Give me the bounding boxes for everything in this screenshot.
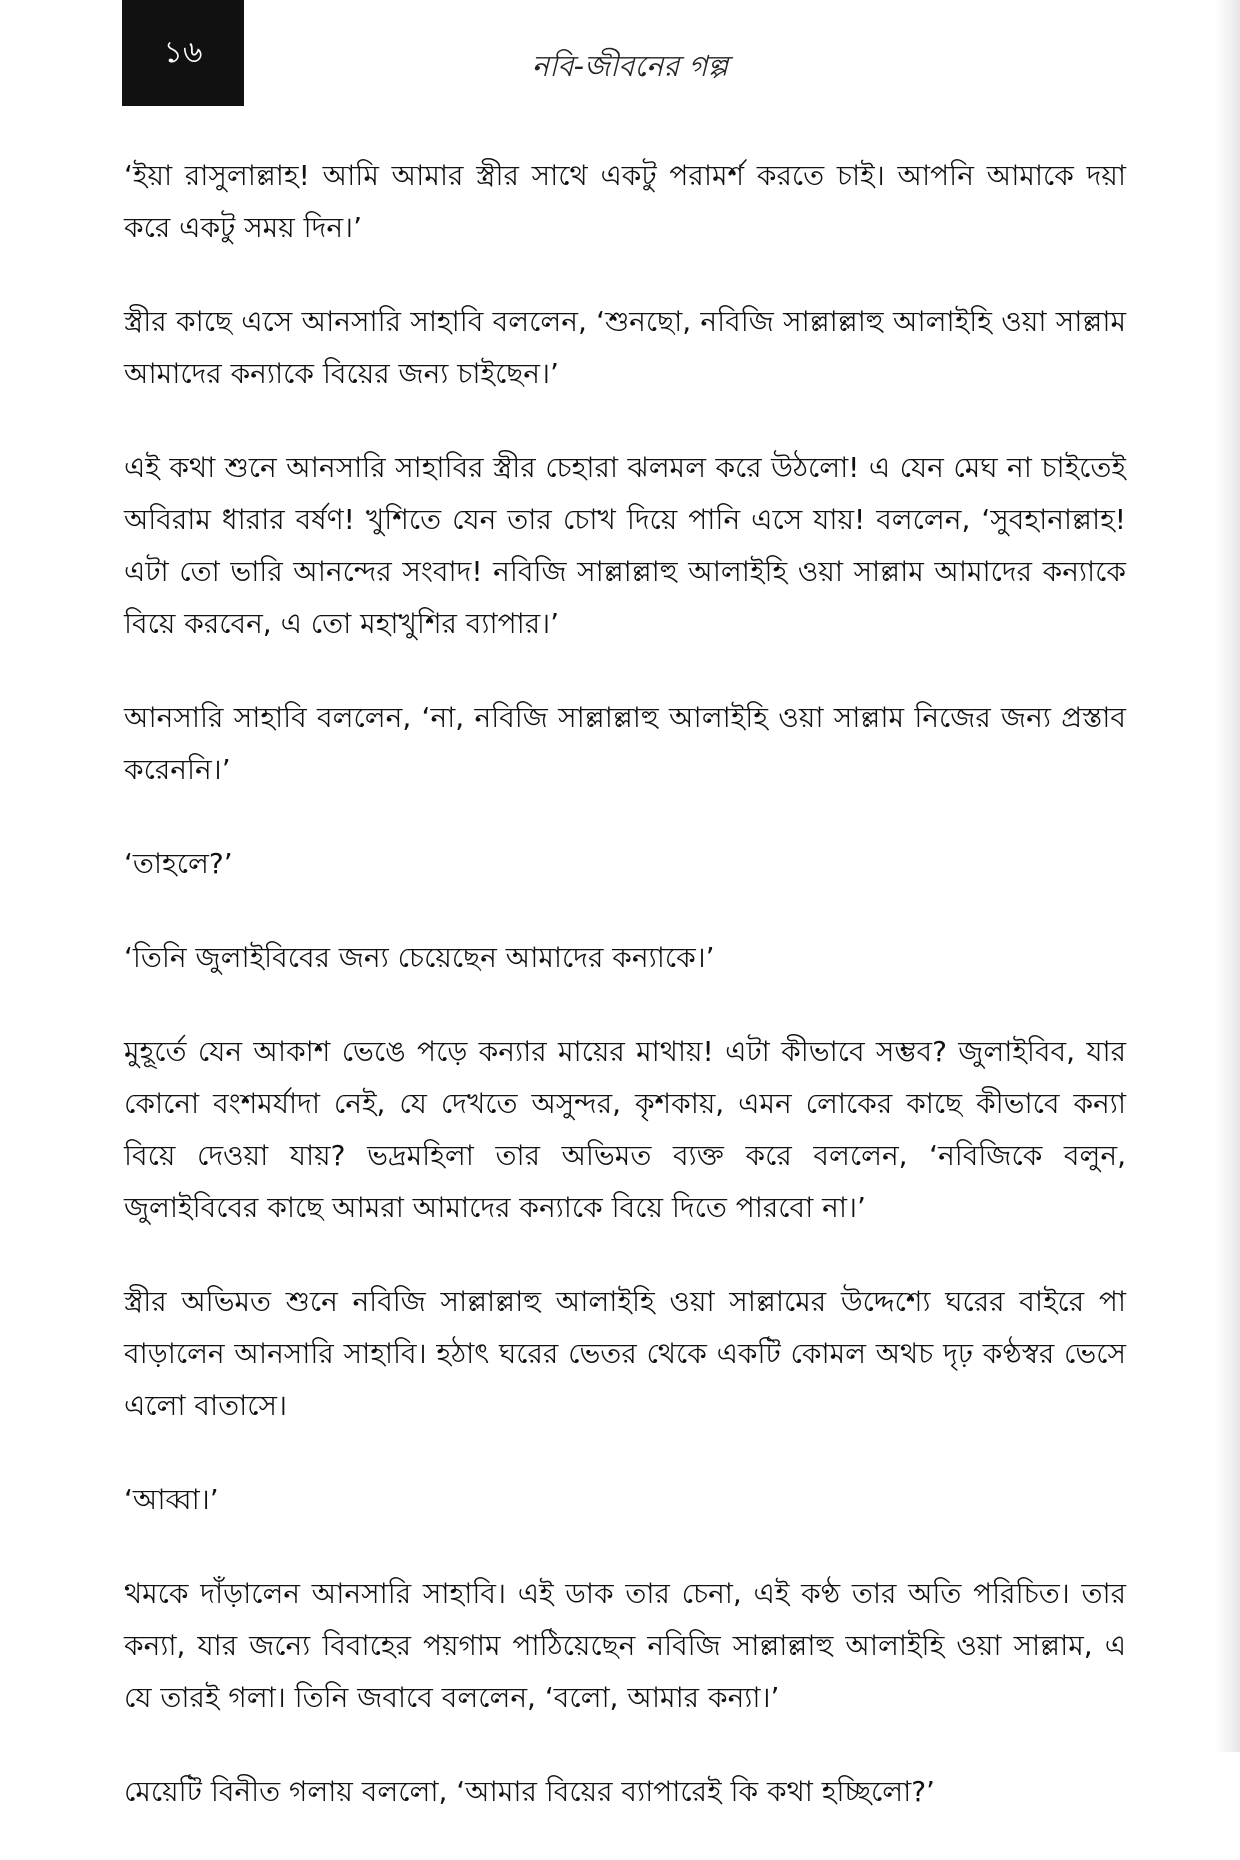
paragraph: মুহূর্তে যেন আকাশ ভেঙে পড়ে কন্যার মায়ের মাথায়! এটা কীভাবে সম্ভব? জুলাইবিব, যার কোনো বংশমর্যাদা নেই, যে দেখতে অসুন্দর, কৃশকায়, এমন লোকের কাছে কীভাবে কন্যা বিয়ে দেওয়া যায়? ভদ্রমহিলা তার অভিমত ব্যক্ত করে বললেন, ‘নবিজিকে বলুন, জুলাইবিবের কাছে আমরা আমাদের কন্যাকে বিয়ে দিতে পারবো না।’ [124,1035,1126,1224]
page-edge-shadow [1214,0,1240,1752]
paragraph: থমকে দাঁড়ালেন আনসারি সাহাবি। এই ডাক তার চেনা, এই কণ্ঠ তার অতি পরিচিত। তার কন্যা, যার জন্যে বিবাহের পয়গাম পাঠিয়েছেন নবিজি সাল্লাল্লাহু আলাইহি ওয়া সাল্লাম, এ যে তারই গলা। তিনি জবাবে বললেন, ‘বলো, আমার কন্যা।’ [124,1577,1126,1714]
paragraph: স্ত্রীর অভিমত শুনে নবিজি সাল্লাল্লাহু আলাইহি ওয়া সাল্লামের উদ্দেশ্যে ঘরের বাইরে পা বাড়ালেন আনসারি সাহাবি। হঠাৎ ঘরের ভেতর থেকে একটি কোমল অথচ দৃঢ় কণ্ঠস্বর ভেসে এলো বাতাসে। [124,1285,1126,1422]
page-number: ১৬ [163,34,203,70]
page-number-box [122,0,244,106]
paragraph: ‘তিনি জুলাইবিবের জন্য চেয়েছেন আমাদের কন্যাকে।’ [124,941,715,974]
paragraph: ‘ইয়া রাসুলাল্লাহ! আমি আমার স্ত্রীর সাথে একটু পরামর্শ করতে চাই। আপনি আমাকে দয়া করে একটু সময় দিন।’ [124,159,1126,244]
paragraph: আনসারি সাহাবি বললেন, ‘না, নবিজি সাল্লাল্লাহু আলাইহি ওয়া সাল্লাম নিজের জন্য প্রস্তাব করেননি।’ [124,701,1126,786]
body-text [124,150,1126,1860]
paragraph: এই কথা শুনে আনসারি সাহাবির স্ত্রীর চেহারা ঝলমল করে উঠলো! এ যেন মেঘ না চাইতেই অবিরাম ধারার বর্ষণ! খুশিতে যেন তার চোখ দিয়ে পানি এসে যায়! বললেন, ‘সুবহানাল্লাহ! এটা তো ভারি আনন্দের সংবাদ! নবিজি সাল্লাল্লাহু আলাইহি ওয়া সাল্লাম আমাদের কন্যাকে বিয়ে করবেন, এ তো মহাখুশির ব্যাপার।’ [124,451,1126,640]
running-title: নবি-জীবনের গল্প [531,49,729,83]
paragraph: মেয়েটি বিনীত গলায় বললো, ‘আমার বিয়ের ব্যাপারেই কি কথা হচ্ছিলো?’ [124,1775,935,1808]
paragraph: ‘তাহলে?’ [124,847,233,880]
paragraph: স্ত্রীর কাছে এসে আনসারি সাহাবি বললেন, ‘শুনছো, নবিজি সাল্লাল্লাহু আলাইহি ওয়া সাল্লাম আমাদের কন্যাকে বিয়ের জন্য চাইছেন।’ [124,305,1126,390]
paragraph: ‘আব্বা।’ [124,1483,219,1516]
